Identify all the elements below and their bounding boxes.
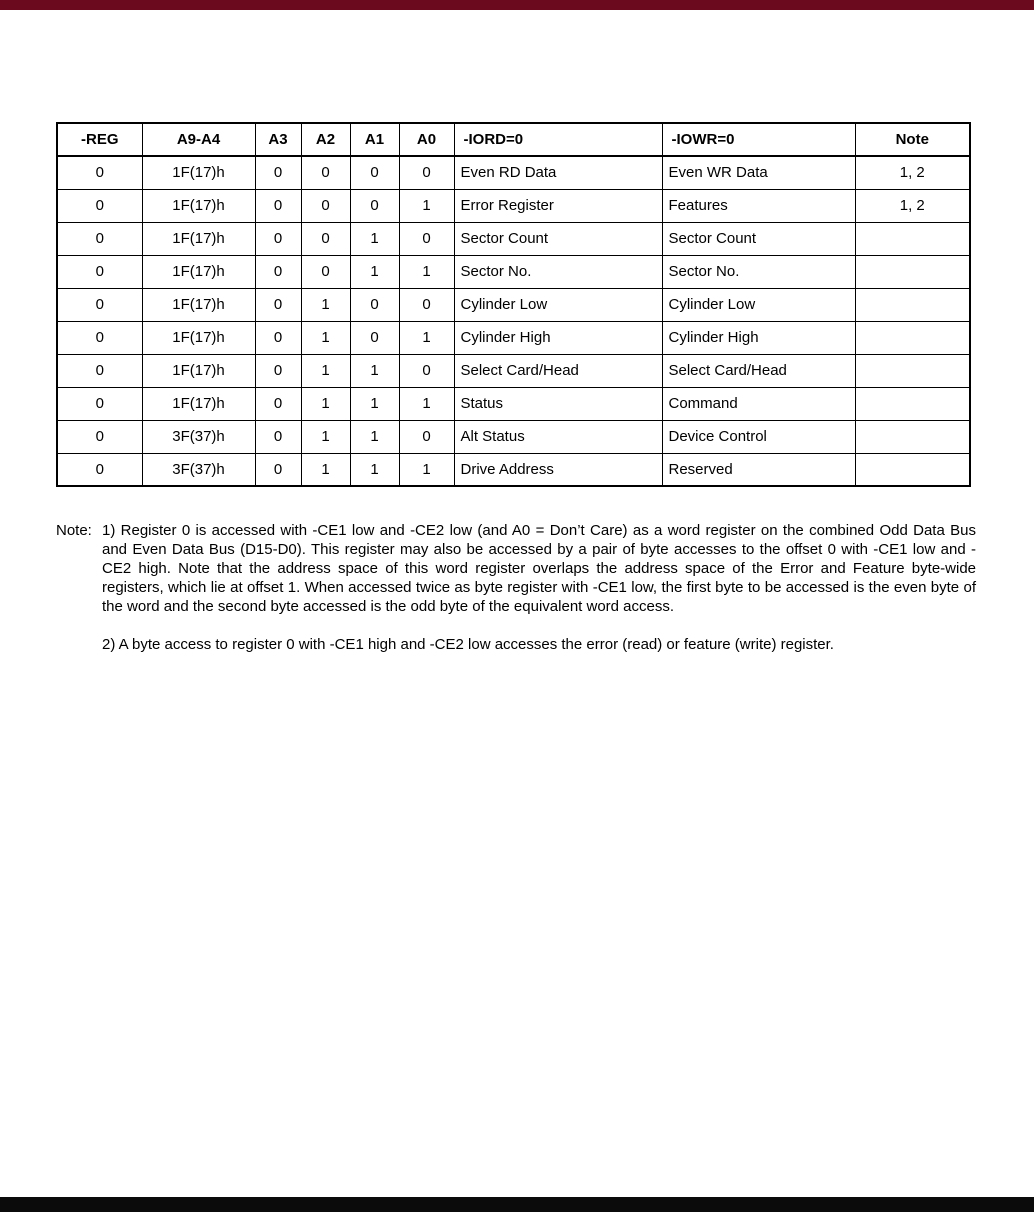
table-row: [57, 288, 970, 321]
table-cell: [855, 288, 970, 321]
table-cell: 0: [255, 189, 301, 222]
table-cell: 0: [350, 189, 399, 222]
column-header: -IOWR=0: [662, 123, 855, 156]
table-cell: 1: [301, 420, 350, 453]
table-cell: 1F(17)h: [142, 156, 255, 189]
table-cell: Sector No.: [454, 255, 662, 288]
table-cell: 0: [350, 288, 399, 321]
table-cell: Select Card/Head: [454, 354, 662, 387]
table-cell: 1: [301, 321, 350, 354]
table-cell: Select Card/Head: [662, 354, 855, 387]
table-cell: 0: [301, 156, 350, 189]
note-paragraph: 1) Register 0 is accessed with -CE1 low and -CE2 low (and A0 = Don’t Care) as a word register on the combined Odd Data Bus and Even Data Bus (D15-D0). This register may also be accessed by a pair of byte accesses to the offset 0 with -CE1 low and -CE2 high. Note that the address space of this word register overlaps the address space of the Error and Feature byte-wide registers, which lie at offset 1. When accessed twice as byte register with -CE1 low, the first byte to be accessed is the even byte of the word and the second byte accessed is the odd byte of the equivalent word access.: [102, 522, 976, 615]
table-cell: 0: [301, 189, 350, 222]
table-cell: 0: [255, 222, 301, 255]
table-cell: 0: [399, 354, 454, 387]
table-cell: 1F(17)h: [142, 288, 255, 321]
table-cell: 1F(17)h: [142, 222, 255, 255]
table-cell: 0: [255, 288, 301, 321]
table-cell: 0: [255, 354, 301, 387]
table-cell: 1: [350, 222, 399, 255]
table-cell: Cylinder Low: [662, 288, 855, 321]
table-cell: 0: [57, 354, 142, 387]
table-cell: 1: [350, 387, 399, 420]
table-cell: 1F(17)h: [142, 387, 255, 420]
table-cell: [855, 321, 970, 354]
table-cell: [855, 420, 970, 453]
table-cell: 1F(17)h: [142, 354, 255, 387]
table-head: [57, 123, 970, 156]
table-cell: 3F(37)h: [142, 453, 255, 486]
table-cell: 1: [399, 255, 454, 288]
table-row: [57, 453, 970, 486]
notes-section: [56, 521, 976, 654]
table-cell: Cylinder Low: [454, 288, 662, 321]
column-header: A0: [399, 123, 454, 156]
table-cell: 0: [57, 387, 142, 420]
table-cell: [855, 387, 970, 420]
table-cell: Sector Count: [454, 222, 662, 255]
table-cell: 1F(17)h: [142, 255, 255, 288]
table-cell: 0: [301, 222, 350, 255]
column-header: -IORD=0: [454, 123, 662, 156]
table-cell: 1: [301, 354, 350, 387]
column-header: A3: [255, 123, 301, 156]
table-cell: Status: [454, 387, 662, 420]
table-cell: 1: [399, 387, 454, 420]
table-cell: [855, 453, 970, 486]
table-cell: [855, 222, 970, 255]
top-accent-bar: [0, 0, 1034, 10]
table-row: [57, 255, 970, 288]
table-cell: 0: [350, 321, 399, 354]
column-header: -REG: [57, 123, 142, 156]
table-body: [57, 156, 970, 486]
table-row: [57, 420, 970, 453]
table-cell: 0: [255, 453, 301, 486]
table-cell: 1: [350, 255, 399, 288]
table-cell: 0: [350, 156, 399, 189]
table-cell: 0: [255, 387, 301, 420]
table-cell: Alt Status: [454, 420, 662, 453]
table-cell: 1, 2: [855, 189, 970, 222]
table-cell: Reserved: [662, 453, 855, 486]
table-cell: Error Register: [454, 189, 662, 222]
table-cell: 0: [57, 321, 142, 354]
table-cell: 1: [301, 453, 350, 486]
notes-list: [102, 521, 976, 654]
table-cell: Even RD Data: [454, 156, 662, 189]
table-cell: 0: [255, 255, 301, 288]
table-cell: 0: [57, 255, 142, 288]
table-cell: 1: [350, 453, 399, 486]
table-cell: 0: [57, 189, 142, 222]
table-row: [57, 156, 970, 189]
table-cell: [855, 354, 970, 387]
table-cell: Device Control: [662, 420, 855, 453]
column-header: Note: [855, 123, 970, 156]
bottom-bar: [0, 1197, 1034, 1212]
column-header: A9-A4: [142, 123, 255, 156]
table-cell: 0: [255, 321, 301, 354]
column-header: A2: [301, 123, 350, 156]
table-row: [57, 354, 970, 387]
table-cell: 1, 2: [855, 156, 970, 189]
table-row: [57, 387, 970, 420]
table-cell: 0: [57, 222, 142, 255]
table-cell: 0: [399, 156, 454, 189]
register-table: [56, 122, 971, 487]
table-cell: 1: [301, 387, 350, 420]
table-cell: Even WR Data: [662, 156, 855, 189]
table-cell: 0: [57, 288, 142, 321]
table-cell: 0: [399, 288, 454, 321]
table-cell: 1F(17)h: [142, 189, 255, 222]
table-cell: 0: [57, 156, 142, 189]
table-cell: Sector Count: [662, 222, 855, 255]
table-cell: Command: [662, 387, 855, 420]
table-cell: 1: [399, 189, 454, 222]
table-cell: 0: [255, 420, 301, 453]
table-cell: 3F(37)h: [142, 420, 255, 453]
table-cell: 1F(17)h: [142, 321, 255, 354]
table-cell: 0: [255, 156, 301, 189]
table-cell: Drive Address: [454, 453, 662, 486]
table-cell: 1: [399, 321, 454, 354]
table-cell: 0: [399, 222, 454, 255]
table-cell: [855, 255, 970, 288]
table-row: [57, 222, 970, 255]
table-cell: 1: [301, 288, 350, 321]
table-cell: Features: [662, 189, 855, 222]
table-cell: 1: [350, 354, 399, 387]
note-label: Note:: [56, 522, 92, 539]
table-row: [57, 189, 970, 222]
table-cell: 0: [57, 420, 142, 453]
table-cell: 1: [399, 453, 454, 486]
page-content: [56, 122, 976, 654]
table-row: [57, 321, 970, 354]
table-cell: Sector No.: [662, 255, 855, 288]
table-cell: 0: [57, 453, 142, 486]
table-cell: 0: [301, 255, 350, 288]
table-cell: Cylinder High: [454, 321, 662, 354]
note-paragraph: 2) A byte access to register 0 with -CE1 high and -CE2 low accesses the error (read) or feature (write) register.: [102, 636, 834, 653]
column-header: A1: [350, 123, 399, 156]
table-header-row: [57, 123, 970, 156]
table-cell: 0: [399, 420, 454, 453]
table-cell: 1: [350, 420, 399, 453]
table-cell: Cylinder High: [662, 321, 855, 354]
